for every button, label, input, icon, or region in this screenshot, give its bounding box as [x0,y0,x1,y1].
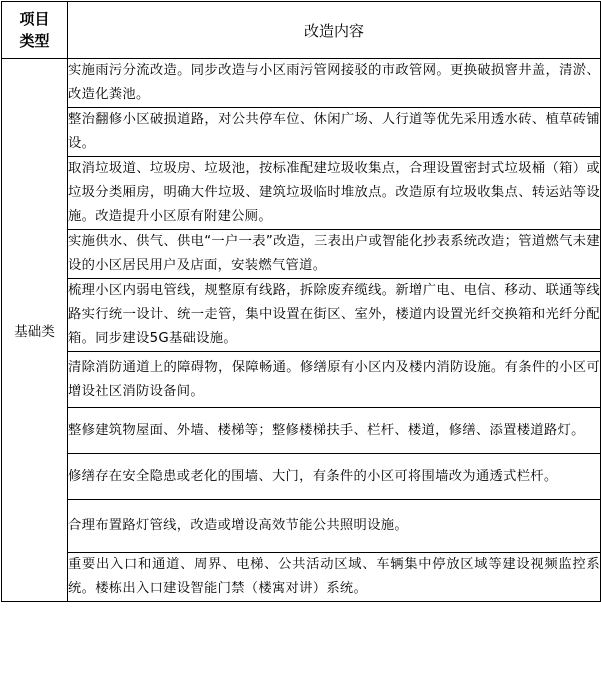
content-cell: 整修建筑物屋面、外墙、楼梯等；整修楼梯扶手、栏杆、楼道，修缮、添置楼道路灯。 [68,408,601,454]
category-header-line2: 类型 [19,32,50,50]
table-row [2,230,601,279]
table-row [2,352,601,408]
content-cell: 梳理小区内弱电管线，规整原有线路，拆除废弃缆线。新增广电、电信、移动、联通等线路实行统一设计、统一走管，集中设置在街区、室外，楼道内设置光纤交换箱和光纤分配箱。同步建设5G基础设施。 [68,279,601,352]
category-cell: 基础类 [2,59,68,602]
renovation-table [1,1,601,602]
table-row [2,553,601,602]
table-row [2,500,601,553]
content-cell: 整治翻修小区破损道路，对公共停车位、休闲广场、人行道等优先采用透水砖、植草砖铺设。 [68,108,601,157]
content-cell: 实施雨污分流改造。同步改造与小区雨污管网接驳的市政管网。更换破损窨井盖，清淤、改造化粪池。 [68,59,601,108]
category-header [2,2,68,59]
content-header: 改造内容 [68,2,601,59]
category-header-line1: 项目 [19,10,50,28]
table-row [2,454,601,500]
table-header-row [2,2,601,59]
content-cell: 重要出入口和通道、周界、电梯、公共活动区域、车辆集中停放区域等建设视频监控系统。楼栋出入口建设智能门禁（楼寓对讲）系统。 [68,553,601,602]
content-cell: 清除消防通道上的障碍物，保障畅通。修缮原有小区内及楼内消防设施。有条件的小区可增设社区消防设备间。 [68,352,601,408]
content-cell: 实施供水、供气、供电“一户一表”改造，三表出户或智能化抄表系统改造；管道燃气未建设的小区居民用户及店面，安装燃气管道。 [68,230,601,279]
content-cell: 取消垃圾道、垃圾房、垃圾池，按标准配建垃圾收集点，合理设置密封式垃圾桶（箱）或垃圾分类厢房，明确大件垃圾、建筑垃圾临时堆放点。改造原有垃圾收集点、转运站等设施。改造提升小区原有附建公厕。 [68,157,601,230]
content-cell: 合理布置路灯管线，改造或增设高效节能公共照明设施。 [68,500,601,553]
table-row [2,279,601,352]
table-row [2,157,601,230]
table-row [2,108,601,157]
table-row [2,59,601,108]
content-cell: 修缮存在安全隐患或老化的围墙、大门，有条件的小区可将围墙改为通透式栏杆。 [68,454,601,500]
table-row [2,408,601,454]
